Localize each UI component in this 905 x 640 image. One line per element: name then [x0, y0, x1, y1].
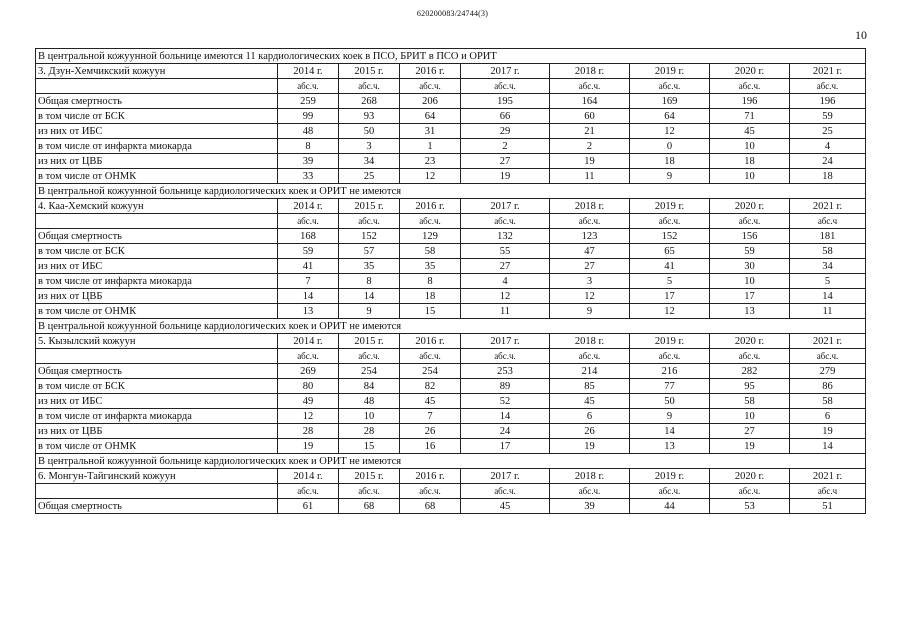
unit-label: абс.ч.	[461, 79, 550, 94]
row-label: Общая смертность	[36, 499, 278, 514]
row-label: в том числе от инфаркта миокарда	[36, 409, 278, 424]
value-cell: 29	[461, 124, 550, 139]
value-cell: 12	[461, 289, 550, 304]
value-cell: 28	[278, 424, 339, 439]
value-cell: 24	[461, 424, 550, 439]
value-cell: 26	[550, 424, 630, 439]
section-intro: В центральной кожуунной больнице имеются 11 кардиологических коек в ПСО, БРИТ в ПСО и ОРИТ	[36, 49, 866, 64]
value-cell: 0	[630, 139, 710, 154]
value-cell: 19	[461, 169, 550, 184]
year-header: 2019 г.	[630, 469, 710, 484]
table-row	[36, 154, 866, 169]
district-header-row	[36, 199, 866, 214]
value-cell: 196	[710, 94, 790, 109]
value-cell: 18	[710, 154, 790, 169]
year-header: 2015 г.	[339, 199, 400, 214]
section-intro-row	[36, 454, 866, 469]
value-cell: 11	[550, 169, 630, 184]
unit-label: абс.ч.	[400, 79, 461, 94]
table-row	[36, 169, 866, 184]
table-row	[36, 499, 866, 514]
value-cell: 169	[630, 94, 710, 109]
value-cell: 4	[461, 274, 550, 289]
value-cell: 27	[461, 154, 550, 169]
value-cell: 3	[550, 274, 630, 289]
year-header: 2018 г.	[550, 334, 630, 349]
value-cell: 12	[400, 169, 461, 184]
value-cell: 10	[710, 274, 790, 289]
value-cell: 39	[550, 499, 630, 514]
row-label: в том числе от БСК	[36, 244, 278, 259]
year-header: 2015 г.	[339, 64, 400, 79]
value-cell: 41	[278, 259, 339, 274]
table-row	[36, 424, 866, 439]
row-label: из них от ЦВБ	[36, 424, 278, 439]
value-cell: 8	[339, 274, 400, 289]
district-header-row	[36, 469, 866, 484]
unit-label: абс.ч.	[790, 79, 866, 94]
value-cell: 18	[400, 289, 461, 304]
year-header: 2018 г.	[550, 64, 630, 79]
unit-label: абс.ч.	[278, 214, 339, 229]
value-cell: 85	[550, 379, 630, 394]
value-cell: 11	[461, 304, 550, 319]
value-cell: 45	[550, 394, 630, 409]
table-row	[36, 139, 866, 154]
year-header: 2017 г.	[461, 199, 550, 214]
row-label: в том числе от ОНМК	[36, 304, 278, 319]
value-cell: 19	[550, 439, 630, 454]
value-cell: 9	[339, 304, 400, 319]
section-intro-row	[36, 184, 866, 199]
value-cell: 65	[630, 244, 710, 259]
row-label: в том числе от БСК	[36, 379, 278, 394]
value-cell: 5	[630, 274, 710, 289]
value-cell: 66	[461, 109, 550, 124]
unit-label: абс.ч.	[710, 214, 790, 229]
value-cell: 269	[278, 364, 339, 379]
year-header: 2020 г.	[710, 199, 790, 214]
table-row	[36, 439, 866, 454]
year-header: 2014 г.	[278, 469, 339, 484]
value-cell: 48	[278, 124, 339, 139]
unit-label: абс.ч.	[550, 79, 630, 94]
value-cell: 25	[339, 169, 400, 184]
value-cell: 206	[400, 94, 461, 109]
value-cell: 164	[550, 94, 630, 109]
year-header: 2014 г.	[278, 64, 339, 79]
value-cell: 123	[550, 229, 630, 244]
year-header: 2021 г.	[790, 469, 866, 484]
unit-label: абс.ч	[790, 484, 866, 499]
value-cell: 11	[790, 304, 866, 319]
unit-label: абс.ч.	[400, 349, 461, 364]
value-cell: 13	[278, 304, 339, 319]
value-cell: 19	[550, 154, 630, 169]
row-label: из них от ЦВБ	[36, 289, 278, 304]
value-cell: 10	[710, 169, 790, 184]
row-label: из них от ИБС	[36, 394, 278, 409]
mortality-table	[35, 48, 866, 514]
unit-row	[36, 349, 866, 364]
table-row	[36, 244, 866, 259]
value-cell: 82	[400, 379, 461, 394]
unit-label: абс.ч.	[790, 349, 866, 364]
year-header: 2021 г.	[790, 334, 866, 349]
value-cell: 18	[630, 154, 710, 169]
year-header: 2018 г.	[550, 199, 630, 214]
unit-label: абс.ч.	[278, 79, 339, 94]
unit-label: абс.ч.	[550, 349, 630, 364]
row-label: в том числе от инфаркта миокарда	[36, 274, 278, 289]
value-cell: 27	[461, 259, 550, 274]
value-cell: 25	[790, 124, 866, 139]
value-cell: 14	[461, 409, 550, 424]
value-cell: 80	[278, 379, 339, 394]
unit-label: абс.ч.	[339, 79, 400, 94]
value-cell: 259	[278, 94, 339, 109]
value-cell: 99	[278, 109, 339, 124]
value-cell: 254	[339, 364, 400, 379]
value-cell: 50	[339, 124, 400, 139]
value-cell: 21	[550, 124, 630, 139]
document-id: 620200083/24744(3)	[416, 9, 489, 18]
value-cell: 9	[630, 169, 710, 184]
table-row	[36, 409, 866, 424]
value-cell: 10	[710, 409, 790, 424]
unit-label: абс.ч.	[400, 484, 461, 499]
value-cell: 27	[550, 259, 630, 274]
year-header: 2021 г.	[790, 199, 866, 214]
section-intro-row	[36, 319, 866, 334]
value-cell: 2	[550, 139, 630, 154]
unit-row	[36, 79, 866, 94]
value-cell: 45	[400, 394, 461, 409]
row-label: Общая смертность	[36, 364, 278, 379]
value-cell: 28	[339, 424, 400, 439]
value-cell: 59	[710, 244, 790, 259]
value-cell: 86	[790, 379, 866, 394]
value-cell: 45	[710, 124, 790, 139]
value-cell: 50	[630, 394, 710, 409]
value-cell: 15	[339, 439, 400, 454]
value-cell: 152	[630, 229, 710, 244]
row-label: из них от ИБС	[36, 124, 278, 139]
value-cell: 49	[278, 394, 339, 409]
year-header: 2019 г.	[630, 334, 710, 349]
unit-label: абс.ч.	[400, 214, 461, 229]
unit-label: абс.ч.	[630, 349, 710, 364]
row-label: в том числе от ОНМК	[36, 439, 278, 454]
value-cell: 156	[710, 229, 790, 244]
value-cell: 27	[710, 424, 790, 439]
unit-label: абс.ч	[790, 214, 866, 229]
value-cell: 55	[461, 244, 550, 259]
year-header: 2015 г.	[339, 334, 400, 349]
district-title: 4. Каа-Хемский кожуун	[36, 199, 278, 214]
value-cell: 58	[710, 394, 790, 409]
value-cell: 16	[400, 439, 461, 454]
value-cell: 19	[710, 439, 790, 454]
value-cell: 9	[630, 409, 710, 424]
value-cell: 68	[339, 499, 400, 514]
table-row	[36, 289, 866, 304]
value-cell: 12	[550, 289, 630, 304]
value-cell: 39	[278, 154, 339, 169]
value-cell: 6	[790, 409, 866, 424]
table-row	[36, 229, 866, 244]
value-cell: 195	[461, 94, 550, 109]
section-intro: В центральной кожуунной больнице кардиологических коек и ОРИТ не имеются	[36, 319, 866, 334]
year-header: 2016 г.	[400, 469, 461, 484]
value-cell: 64	[400, 109, 461, 124]
section-intro-row	[36, 49, 866, 64]
value-cell: 12	[278, 409, 339, 424]
value-cell: 5	[790, 274, 866, 289]
value-cell: 254	[400, 364, 461, 379]
year-header: 2021 г.	[790, 64, 866, 79]
table-row	[36, 274, 866, 289]
value-cell: 95	[710, 379, 790, 394]
year-header: 2019 г.	[630, 64, 710, 79]
year-header: 2018 г.	[550, 469, 630, 484]
value-cell: 23	[400, 154, 461, 169]
unit-label: абс.ч.	[461, 484, 550, 499]
value-cell: 17	[630, 289, 710, 304]
value-cell: 60	[550, 109, 630, 124]
value-cell: 9	[550, 304, 630, 319]
value-cell: 13	[630, 439, 710, 454]
value-cell: 30	[710, 259, 790, 274]
value-cell: 168	[278, 229, 339, 244]
table-row	[36, 124, 866, 139]
value-cell: 35	[339, 259, 400, 274]
value-cell: 52	[461, 394, 550, 409]
row-label: из них от ЦВБ	[36, 154, 278, 169]
district-header-row	[36, 334, 866, 349]
value-cell: 2	[461, 139, 550, 154]
value-cell: 71	[710, 109, 790, 124]
value-cell: 44	[630, 499, 710, 514]
district-title: 3. Дзун-Хемчикский кожуун	[36, 64, 278, 79]
year-header: 2016 г.	[400, 64, 461, 79]
value-cell: 35	[400, 259, 461, 274]
value-cell: 48	[339, 394, 400, 409]
value-cell: 18	[790, 169, 866, 184]
value-cell: 268	[339, 94, 400, 109]
unit-row-blank	[36, 214, 278, 229]
value-cell: 34	[790, 259, 866, 274]
year-header: 2014 г.	[278, 334, 339, 349]
unit-row-blank	[36, 484, 278, 499]
value-cell: 10	[710, 139, 790, 154]
row-label: в том числе от инфаркта миокарда	[36, 139, 278, 154]
value-cell: 196	[790, 94, 866, 109]
value-cell: 14	[278, 289, 339, 304]
table-row	[36, 259, 866, 274]
value-cell: 24	[790, 154, 866, 169]
value-cell: 57	[339, 244, 400, 259]
value-cell: 58	[400, 244, 461, 259]
unit-row	[36, 484, 866, 499]
value-cell: 14	[790, 289, 866, 304]
unit-label: абс.ч.	[630, 484, 710, 499]
unit-label: абс.ч.	[461, 214, 550, 229]
year-header: 2020 г.	[710, 334, 790, 349]
year-header: 2016 г.	[400, 334, 461, 349]
table-row	[36, 394, 866, 409]
unit-label: абс.ч.	[278, 484, 339, 499]
value-cell: 58	[790, 394, 866, 409]
value-cell: 41	[630, 259, 710, 274]
value-cell: 59	[278, 244, 339, 259]
row-label: в том числе от БСК	[36, 109, 278, 124]
table-row	[36, 364, 866, 379]
value-cell: 19	[278, 439, 339, 454]
value-cell: 7	[400, 409, 461, 424]
value-cell: 282	[710, 364, 790, 379]
unit-label: абс.ч.	[710, 484, 790, 499]
row-label: в том числе от ОНМК	[36, 169, 278, 184]
value-cell: 64	[630, 109, 710, 124]
year-header: 2020 г.	[710, 64, 790, 79]
value-cell: 253	[461, 364, 550, 379]
value-cell: 4	[790, 139, 866, 154]
district-title: 5. Кызылский кожуун	[36, 334, 278, 349]
table-row	[36, 94, 866, 109]
year-header: 2017 г.	[461, 334, 550, 349]
value-cell: 68	[400, 499, 461, 514]
value-cell: 19	[790, 424, 866, 439]
row-label: Общая смертность	[36, 229, 278, 244]
value-cell: 31	[400, 124, 461, 139]
value-cell: 51	[790, 499, 866, 514]
value-cell: 61	[278, 499, 339, 514]
value-cell: 17	[710, 289, 790, 304]
unit-label: абс.ч.	[630, 214, 710, 229]
value-cell: 84	[339, 379, 400, 394]
value-cell: 12	[630, 124, 710, 139]
row-label: из них от ИБС	[36, 259, 278, 274]
value-cell: 17	[461, 439, 550, 454]
section-intro: В центральной кожуунной больнице кардиологических коек и ОРИТ не имеются	[36, 184, 866, 199]
value-cell: 12	[630, 304, 710, 319]
table-row	[36, 379, 866, 394]
value-cell: 6	[550, 409, 630, 424]
value-cell: 89	[461, 379, 550, 394]
value-cell: 93	[339, 109, 400, 124]
value-cell: 26	[400, 424, 461, 439]
year-header: 2014 г.	[278, 199, 339, 214]
unit-label: абс.ч.	[461, 349, 550, 364]
district-title: 6. Монгун-Тайгинский кожуун	[36, 469, 278, 484]
value-cell: 10	[339, 409, 400, 424]
year-header: 2020 г.	[710, 469, 790, 484]
value-cell: 214	[550, 364, 630, 379]
value-cell: 3	[339, 139, 400, 154]
value-cell: 152	[339, 229, 400, 244]
unit-row-blank	[36, 349, 278, 364]
value-cell: 129	[400, 229, 461, 244]
year-header: 2015 г.	[339, 469, 400, 484]
value-cell: 1	[400, 139, 461, 154]
year-header: 2016 г.	[400, 199, 461, 214]
year-header: 2017 г.	[461, 469, 550, 484]
value-cell: 216	[630, 364, 710, 379]
value-cell: 15	[400, 304, 461, 319]
value-cell: 279	[790, 364, 866, 379]
value-cell: 8	[400, 274, 461, 289]
value-cell: 47	[550, 244, 630, 259]
value-cell: 34	[339, 154, 400, 169]
unit-label: абс.ч.	[710, 79, 790, 94]
section-intro: В центральной кожуунной больнице кардиологических коек и ОРИТ не имеются	[36, 454, 866, 469]
table-row	[36, 109, 866, 124]
page-number: 10	[855, 28, 867, 42]
district-header-row	[36, 64, 866, 79]
value-cell: 8	[278, 139, 339, 154]
unit-row	[36, 214, 866, 229]
unit-row-blank	[36, 79, 278, 94]
table-row	[36, 304, 866, 319]
unit-label: абс.ч.	[630, 79, 710, 94]
value-cell: 14	[630, 424, 710, 439]
unit-label: абс.ч.	[710, 349, 790, 364]
value-cell: 58	[790, 244, 866, 259]
value-cell: 14	[339, 289, 400, 304]
unit-label: абс.ч.	[339, 484, 400, 499]
row-label: Общая смертность	[36, 94, 278, 109]
year-header: 2017 г.	[461, 64, 550, 79]
value-cell: 45	[461, 499, 550, 514]
value-cell: 7	[278, 274, 339, 289]
unit-label: абс.ч.	[550, 484, 630, 499]
unit-label: абс.ч.	[278, 349, 339, 364]
value-cell: 53	[710, 499, 790, 514]
unit-label: абс.ч.	[339, 214, 400, 229]
value-cell: 14	[790, 439, 866, 454]
value-cell: 77	[630, 379, 710, 394]
unit-label: абс.ч.	[550, 214, 630, 229]
unit-label: абс.ч.	[339, 349, 400, 364]
value-cell: 181	[790, 229, 866, 244]
value-cell: 33	[278, 169, 339, 184]
value-cell: 59	[790, 109, 866, 124]
value-cell: 132	[461, 229, 550, 244]
year-header: 2019 г.	[630, 199, 710, 214]
value-cell: 13	[710, 304, 790, 319]
